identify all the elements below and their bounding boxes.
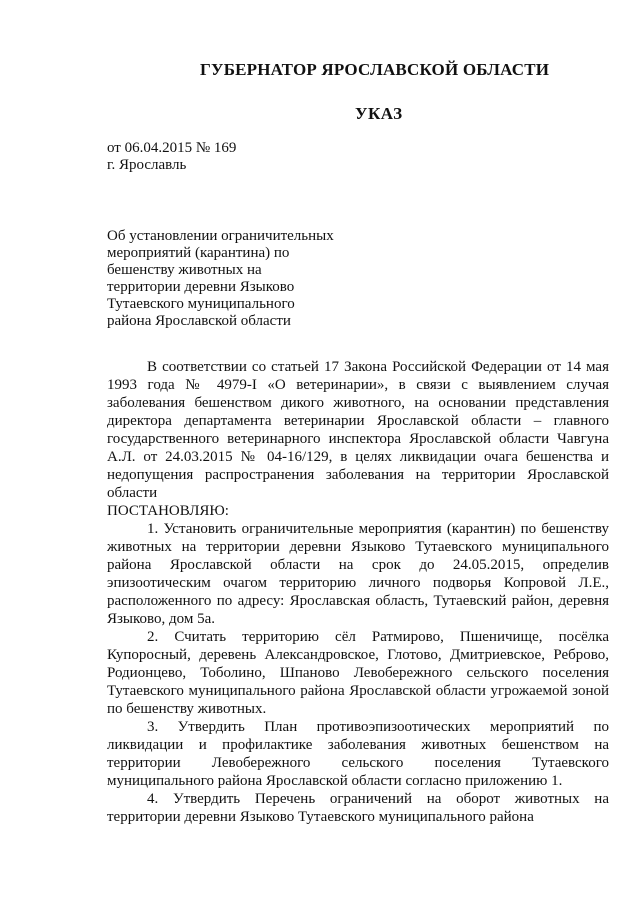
item-paragraph-3: 3. Утвердить План противоэпизоотических мероприятий по ликвидации и профилактике заболевания животных бешенством на территории Левобережного сельского поселения Тутаевского муниципального района Ярославской области согласно приложению 1. (107, 719, 609, 789)
document-meta (107, 140, 236, 174)
subject-line: Тутаевского муниципального (107, 296, 295, 312)
issuer-title: ГУБЕРНАТОР ЯРОСЛАВСКОЙ ОБЛАСТИ (200, 60, 550, 79)
item-paragraph-2: 2. Считать территорию сёл Ратмирово, Пшеничище, посёлка Купоросный, деревень Александровское, Глотово, Дмитриевское, Реброво, Родионцево, Тоболино, Шпаново Левобережного сельского поселения Тутаевского муниципального района Ярославской области угрожаемой зоной по бешенству животных. (107, 629, 609, 717)
document-type: УКАЗ (355, 104, 403, 123)
document-body (107, 358, 609, 826)
city: г. Ярославль (107, 157, 187, 173)
item-paragraph-4: 4. Утвердить Перечень ограничений на оборот животных на территории деревни Языково Тутаевского муниципального района (107, 791, 609, 825)
subject-line: территории деревни Языково (107, 279, 295, 295)
subject-line: мероприятий (карантина) по (107, 245, 290, 261)
document-subject (107, 228, 367, 330)
item-paragraph-1: 1. Установить ограничительные мероприятия (карантин) по бешенству животных на территории деревни Языково Тутаевского муниципального района Ярославской области на срок до 24.05.2015, определив эпизоотическим очагом территорию личного подворья Копровой Л.Е., расположенного по адресу: Ярославская область, Тутаевский район, деревня Языково, дом 5а. (107, 521, 609, 627)
subject-line: Об установлении ограничительных (107, 228, 334, 244)
resolve-heading: ПОСТАНОВЛЯЮ: (107, 503, 229, 519)
subject-line: бешенству животных на (107, 262, 262, 278)
date-and-number: от 06.04.2015 № 169 (107, 140, 237, 156)
preamble-paragraph: В соответствии со статьей 17 Закона Российской Федерации от 14 мая 1993 года № 4979-I «О ветеринарии», в связи с выявлением случая заболевания бешенством дикого животного, на основании представления директора департамента ветеринарии Ярославской области – главного государственного ветеринарного инспектора Ярославской области Чавгуна А.Л. от 24.03.2015 № 04-16/129, в целях ликвидации очага бешенства и недопущения распространения заболевания на территории Ярославской области (107, 359, 609, 501)
subject-line: района Ярославской области (107, 313, 291, 329)
